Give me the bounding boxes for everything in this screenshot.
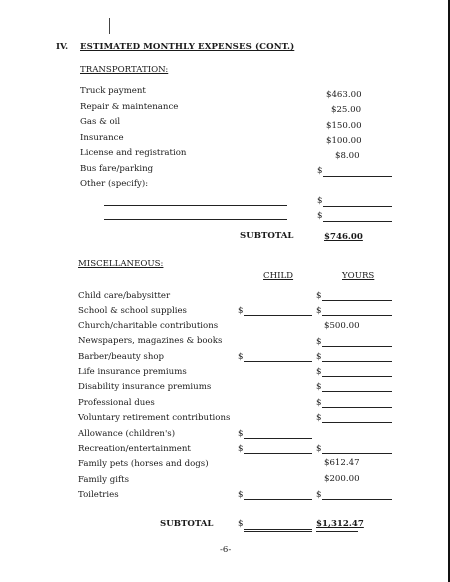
expense-amount: $463.00	[326, 90, 362, 100]
blank-line[interactable]	[322, 407, 392, 408]
expense-label: Family pets (horses and dogs)	[78, 459, 209, 469]
expense-label: Church/charitable contributions	[78, 321, 219, 331]
expense-amount: $8.00	[335, 151, 360, 161]
expense-label: Professional dues	[78, 398, 155, 408]
expense-amount: $100.00	[326, 136, 362, 146]
blank-line[interactable]	[244, 315, 312, 316]
expense-amount: $150.00	[326, 121, 362, 131]
expense-amount: $500.00	[324, 321, 360, 331]
expense-label: Toiletries	[78, 490, 119, 500]
expense-label: License and registration	[80, 148, 187, 158]
expense-label: Bus fare/parking	[80, 164, 154, 174]
blank-line[interactable]	[323, 221, 392, 222]
column-header-yours: YOURS	[342, 271, 375, 281]
blank-line[interactable]	[322, 300, 392, 301]
child-subtotal-line	[244, 531, 312, 532]
dollar-sign: $	[316, 367, 322, 377]
miscellaneous-subtotal: $1,312.47	[316, 519, 364, 529]
blank-line[interactable]	[322, 499, 392, 500]
expense-amount: $200.00	[324, 474, 360, 484]
miscellaneous-heading: MISCELLANEOUS:	[78, 259, 164, 269]
dollar-sign: $	[238, 429, 244, 439]
yours-subtotal-line	[316, 531, 358, 532]
expense-label: Barber/beauty shop	[78, 352, 165, 362]
expense-label: Other (specify):	[80, 179, 149, 189]
expense-label: Voluntary retirement contributions	[78, 413, 231, 423]
expense-label: Truck payment	[80, 86, 146, 96]
blank-line[interactable]	[322, 315, 392, 316]
expense-label: Repair & maintenance	[80, 102, 179, 112]
blank-line[interactable]	[322, 376, 392, 377]
expense-label: Allowance (children's)	[78, 429, 176, 439]
dollar-sign: $	[238, 490, 244, 500]
section-title: ESTIMATED MONTHLY EXPENSES (CONT.)	[80, 42, 295, 52]
section-number: IV.	[56, 42, 69, 52]
dollar-sign: $	[317, 166, 323, 176]
subtotal-label: SUBTOTAL	[240, 231, 294, 241]
scan-mark	[109, 18, 110, 34]
expense-label: School & school supplies	[78, 306, 187, 316]
column-header-child: CHILD	[263, 271, 294, 281]
child-subtotal-line	[244, 529, 312, 530]
dollar-sign: $	[317, 196, 323, 206]
dollar-sign: $	[238, 306, 244, 316]
transportation-subtotal: $746.00	[324, 232, 363, 242]
blank-line[interactable]	[323, 176, 392, 177]
dollar-sign: $	[316, 413, 322, 423]
dollar-sign: $	[316, 398, 322, 408]
expense-label: Insurance	[80, 133, 124, 143]
expense-label: Newspapers, magazines & books	[78, 336, 223, 346]
dollar-sign: $	[317, 211, 323, 221]
dollar-sign: $	[316, 306, 322, 316]
blank-line[interactable]	[244, 438, 312, 439]
blank-line[interactable]	[322, 422, 392, 423]
expense-amount: $612.47	[324, 458, 360, 468]
dollar-sign: $	[316, 490, 322, 500]
dollar-sign: $	[316, 291, 322, 301]
expense-label: Family gifts	[78, 475, 130, 485]
dollar-sign: $	[238, 352, 244, 362]
blank-line[interactable]	[322, 346, 392, 347]
other-specify-line[interactable]	[104, 219, 287, 220]
dollar-sign: $	[316, 352, 322, 362]
blank-line[interactable]	[322, 453, 392, 454]
dollar-sign: $	[316, 444, 322, 454]
transportation-heading: TRANSPORTATION:	[80, 65, 169, 75]
blank-line[interactable]	[322, 391, 392, 392]
blank-line[interactable]	[322, 361, 392, 362]
blank-line[interactable]	[323, 206, 392, 207]
subtotal-label: SUBTOTAL	[160, 519, 214, 529]
other-specify-line[interactable]	[104, 205, 287, 206]
expense-label: Recreation/entertainment	[78, 444, 191, 454]
dollar-sign: $	[238, 444, 244, 454]
dollar-sign: $	[316, 337, 322, 347]
expense-amount: $25.00	[331, 105, 362, 115]
expense-label: Life insurance premiums	[78, 367, 187, 377]
expense-label: Child care/babysitter	[78, 291, 171, 301]
blank-line[interactable]	[244, 453, 312, 454]
page-number: -6-	[220, 545, 232, 555]
dollar-sign: $	[238, 519, 244, 529]
expense-label: Disability insurance premiums	[78, 382, 212, 392]
blank-line[interactable]	[244, 499, 312, 500]
blank-line[interactable]	[244, 361, 312, 362]
dollar-sign: $	[316, 382, 322, 392]
expense-label: Gas & oil	[80, 117, 121, 127]
